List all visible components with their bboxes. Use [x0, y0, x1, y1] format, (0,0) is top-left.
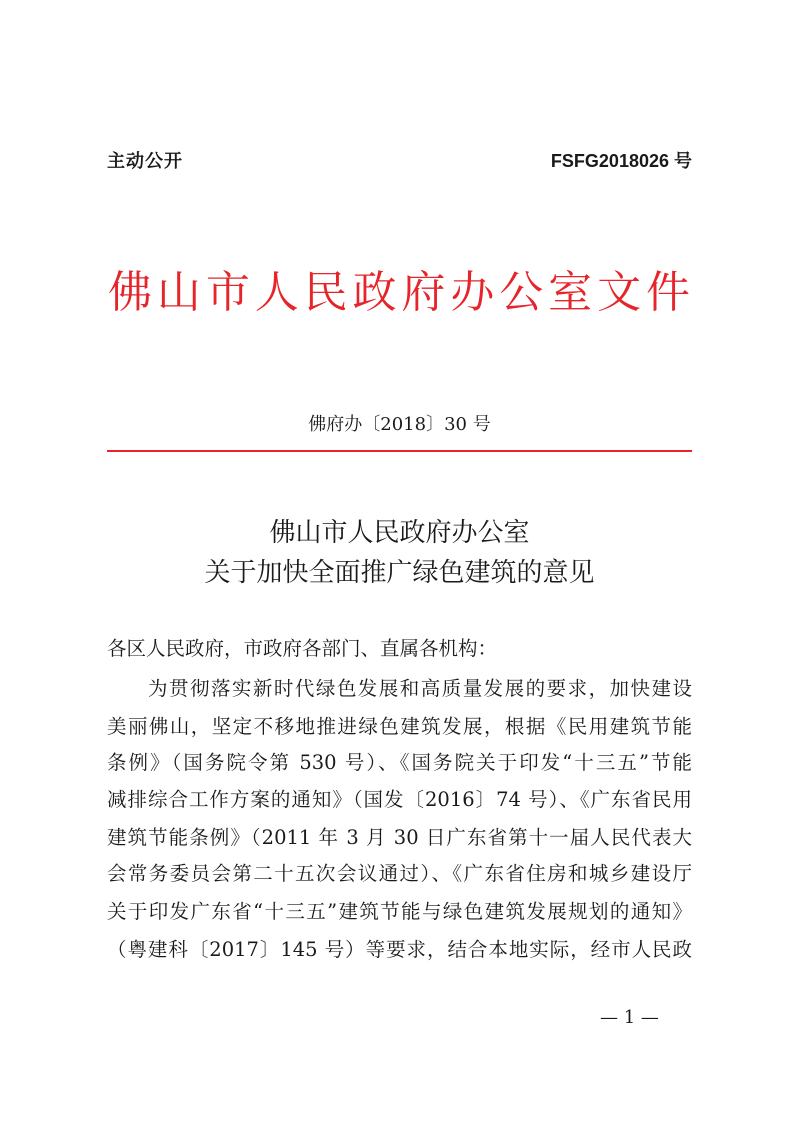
body-line: 为贯彻落实新时代绿色发展和高质量发展的要求，加快建设: [148, 677, 692, 700]
red-divider-line: [107, 450, 692, 452]
body-line: 关于印发广东省“十三五”建筑节能与绿色建筑发展规划的通知》: [107, 900, 692, 923]
salutation: 各区人民政府，市政府各部门、直属各机构：: [107, 637, 498, 660]
document-code: FSFG2018026 号: [550, 151, 692, 171]
page-number: — 1 —: [600, 1007, 659, 1028]
document-number: 佛府办〔2018〕30 号: [308, 414, 491, 435]
body-line: （粤建科〔2017〕145 号）等要求，结合本地实际，经市人民政: [107, 938, 692, 961]
body-line: 美丽佛山，坚定不移地推进绿色建筑发展，根据《民用建筑节能: [107, 715, 692, 738]
red-letterhead-title: 佛山市人民政府办公室文件: [108, 267, 690, 318]
body-line: 减排综合工作方案的通知》（国发〔2016〕74 号）、《广东省民用: [107, 788, 692, 811]
body-line: 会常务委员会第二十五次会议通过）、《广东省住房和城乡建设厅: [107, 862, 692, 885]
document-title-line-2: 关于加快全面推广绿色建筑的意见: [204, 558, 595, 588]
disclosure-label: 主动公开: [107, 151, 183, 171]
document-title-line-1: 佛山市人民政府办公室: [269, 518, 530, 548]
body-line: 条例》（国务院令第 530 号）、《国务院关于印发“十三五”节能: [107, 751, 692, 774]
body-line: 建筑节能条例》（2011 年 3 月 30 日广东省第十一届人民代表大: [107, 826, 692, 849]
